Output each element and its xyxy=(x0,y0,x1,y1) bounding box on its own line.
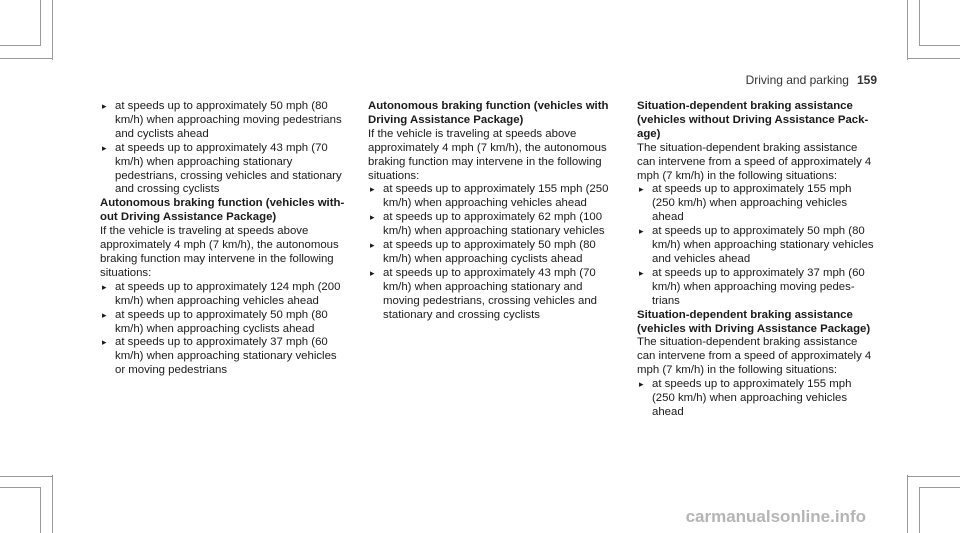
list-item: ▸ at speeds up to approximately 37 mph (60 km/h) when approaching moving pedestrians xyxy=(637,267,877,309)
crop-mark xyxy=(919,487,920,533)
column-1 xyxy=(100,100,346,378)
list-item: ▸ at speeds up to approximately 37 mph (60 km/h) when approaching stationary vehicles or moving pedestrians xyxy=(100,336,346,378)
section-heading: Situation-dependent braking assistance (vehicles with Driving Assistance Package) xyxy=(637,308,871,335)
crop-mark xyxy=(907,475,908,533)
column-3 xyxy=(637,100,877,420)
section-heading: Situation-dependent braking assistance (vehicles without Driving Assistance Package) xyxy=(637,100,869,140)
crop-mark xyxy=(0,45,41,46)
column-2 xyxy=(368,100,620,323)
crop-mark xyxy=(52,0,53,60)
paragraph: The situation-dependent braking assistance can intervene from a speed of approximately 4 mph (7 km/h) in the following situations: xyxy=(637,141,872,182)
list-item: ▸ at speeds up to approximately 50 mph (80 km/h) when approaching cyclists ahead xyxy=(100,309,346,337)
crop-mark xyxy=(0,476,53,477)
page-number: 159 xyxy=(856,73,877,87)
section-title: Driving and parking xyxy=(745,73,849,87)
bullet-list xyxy=(100,281,346,378)
crop-mark xyxy=(52,475,53,533)
watermark-text: carmanualsonline.info xyxy=(685,507,866,526)
crop-mark xyxy=(919,487,960,488)
list-item: ▸ at speeds up to approximately 43 mph (70 km/h) when approaching stationary and moving pedestrians, crossing vehicles and stationary and crossing cyclists xyxy=(368,267,620,323)
list-item: ▸ at speeds up to approximately 155 mph (250 km/h) when approaching vehicles ahead xyxy=(368,183,620,211)
crop-mark xyxy=(907,0,908,60)
crop-mark xyxy=(0,58,53,59)
paragraph: If the vehicle is traveling at speeds above approximately 4 mph (7 km/h), the autonomous braking function may intervene in the following situations: xyxy=(100,225,339,279)
list-item: ▸ at speeds up to approximately 50 mph (80 km/h) when approaching stationary vehicles and vehicles ahead xyxy=(637,225,877,267)
list-item: ▸ at speeds up to approximately 62 mph (100 km/h) when approaching stationary vehicles xyxy=(368,211,620,239)
page-header xyxy=(746,73,877,87)
list-item: ▸ at speeds up to approximately 50 mph (80 km/h) when approaching moving pedestrians and cyclists ahead xyxy=(100,100,346,142)
section-heading: Autonomous braking function (vehicles without Driving Assistance Package) xyxy=(100,197,345,224)
crop-mark xyxy=(919,0,920,46)
list-item: ▸ at speeds up to approximately 155 mph (250 km/h) when approaching vehicles ahead xyxy=(637,183,877,225)
list-item: ▸ at speeds up to approximately 43 mph (70 km/h) when approaching stationary pedestrians, crossing vehicles and stationary and crossing cyclists xyxy=(100,142,346,198)
crop-mark xyxy=(907,476,960,477)
list-item: ▸ at speeds up to approximately 124 mph (200 km/h) when approaching vehicles ahead xyxy=(100,281,346,309)
bullet-list xyxy=(637,183,877,308)
bullet-list xyxy=(368,183,620,322)
crop-mark xyxy=(40,0,41,46)
crop-mark xyxy=(40,487,41,533)
list-item: ▸ at speeds up to approximately 50 mph (80 km/h) when approaching cyclists ahead xyxy=(368,239,620,267)
paragraph: The situation-dependent braking assistance can intervene from a speed of approximately 4 mph (7 km/h) in the following situations: xyxy=(637,336,872,377)
bullet-list xyxy=(100,100,346,197)
bullet-list xyxy=(637,378,877,420)
crop-mark xyxy=(907,58,960,59)
section-heading: Autonomous braking function (vehicles with Driving Assistance Package) xyxy=(368,100,609,126)
crop-mark xyxy=(0,487,41,488)
paragraph: If the vehicle is traveling at speeds above approximately 4 mph (7 km/h), the autonomous braking function may intervene in the following situations: xyxy=(368,127,607,182)
crop-mark xyxy=(919,45,960,46)
list-item: ▸ at speeds up to approximately 155 mph (250 km/h) when approaching vehicles ahead xyxy=(637,378,877,420)
